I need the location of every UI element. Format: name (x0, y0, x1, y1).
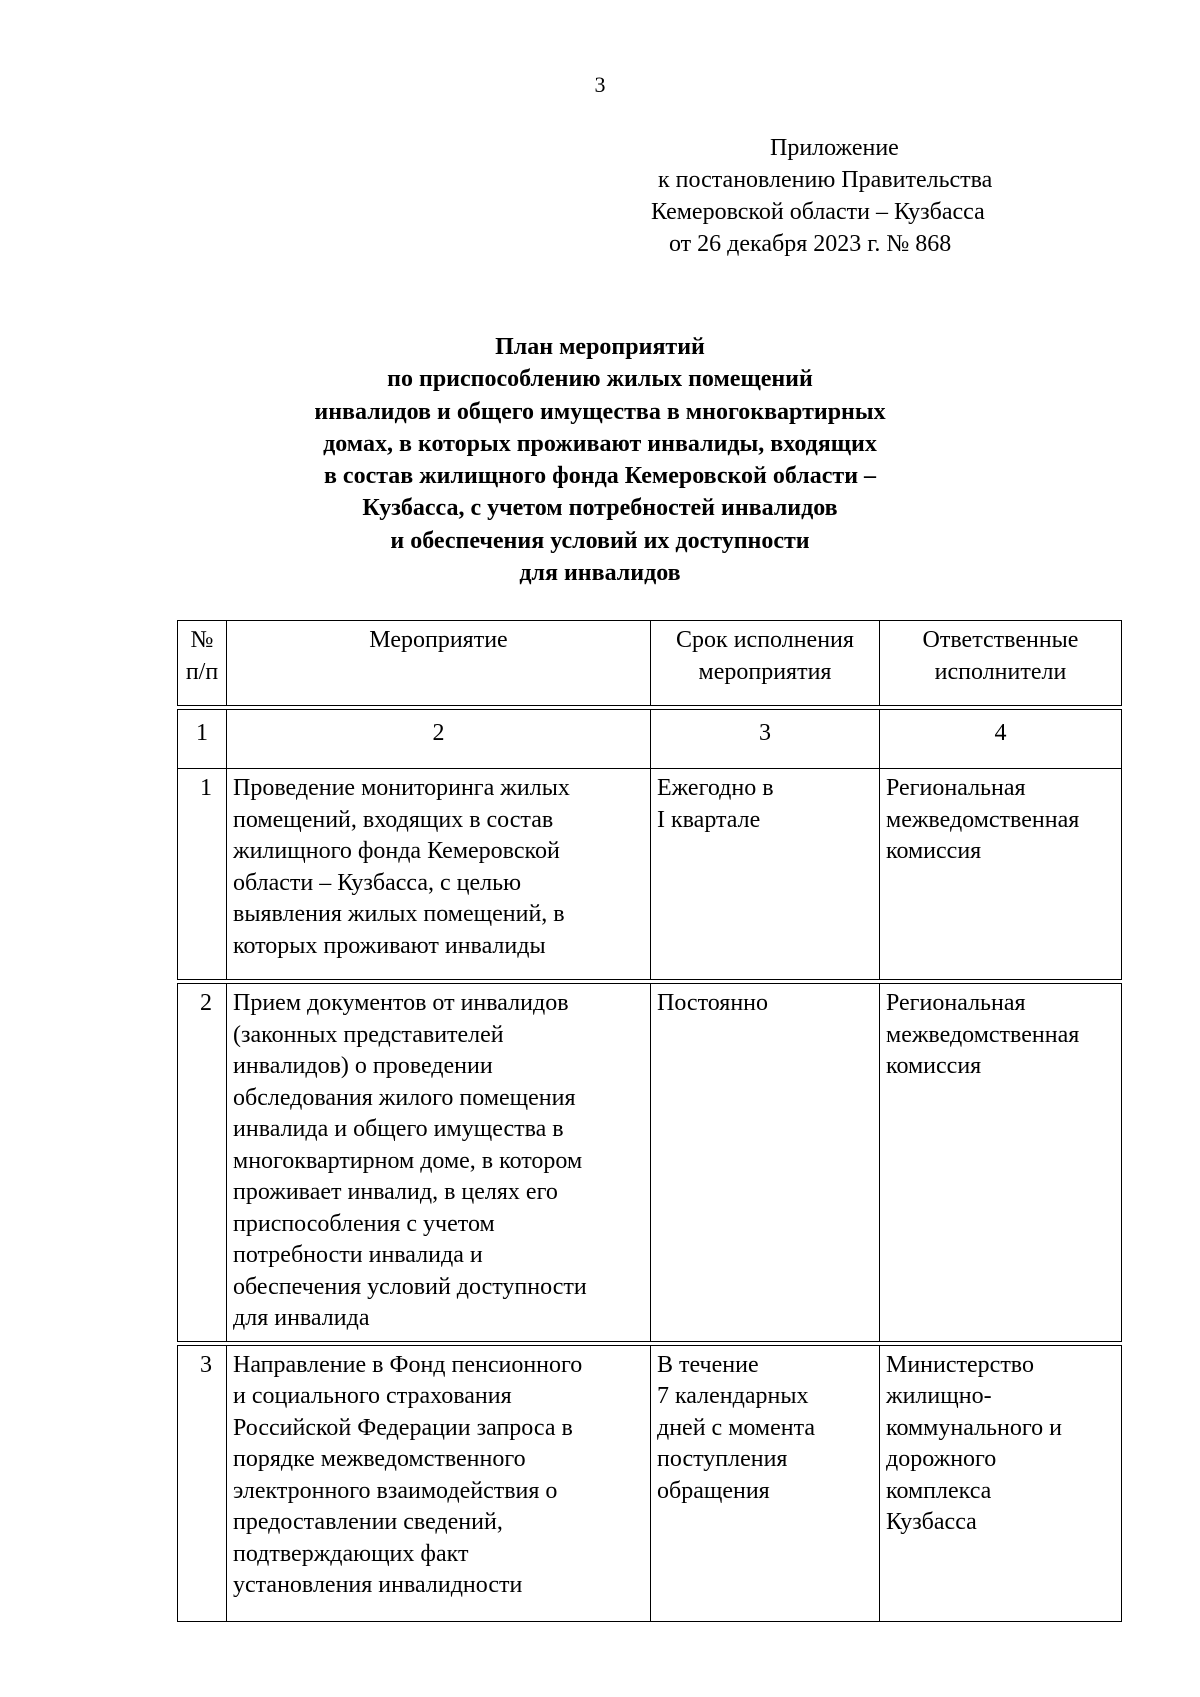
cell-line: дорожного (886, 1446, 997, 1472)
row-event (227, 1345, 651, 1621)
cell-line: электронного взаимодействия о (233, 1477, 558, 1504)
header-text: Ответственные (922, 627, 1079, 653)
cell-line: I квартале (657, 806, 761, 833)
cell-line: Направление в Фонд пенсионного (233, 1351, 583, 1378)
header-text: № (190, 627, 214, 653)
column-number: 4 (880, 710, 1122, 769)
title-line: Кузбасса, с учетом потребностей инвалидов (362, 495, 838, 522)
column-number: 1 (178, 710, 227, 769)
cell-line: выявления жилых помещений, в (233, 901, 565, 927)
cell-line: и социального страхования (233, 1383, 512, 1409)
cell-line: области – Кузбасса, с целью (233, 869, 522, 896)
header-text: Мероприятие (369, 627, 508, 653)
row-number: 2 (178, 984, 227, 1342)
title-line: для инвалидов (519, 560, 681, 587)
cell-line: жилищно- (886, 1383, 992, 1409)
cell-line: инвалида и общего имущества в (233, 1116, 564, 1142)
events-table (177, 620, 1122, 1622)
cell-line: комплекса (886, 1477, 992, 1504)
cell-line: Постоянно (657, 990, 769, 1016)
row-term (651, 769, 880, 980)
row-term (651, 984, 880, 1342)
cell-line: межведомственная (886, 1021, 1080, 1048)
appendix-line: Кемеровской области – Кузбасса (651, 199, 985, 225)
title-line: и обеспечения условий их доступности (390, 527, 810, 554)
page-number: 3 (594, 72, 606, 97)
row-event (227, 984, 651, 1342)
header-responsible (880, 621, 1122, 706)
title-line: по приспособлению жилых помещений (387, 366, 813, 393)
cell-line: многоквартирном доме, в котором (233, 1147, 583, 1174)
appendix-line: Приложение (770, 135, 899, 161)
header-event (227, 621, 651, 706)
column-number: 3 (651, 710, 880, 769)
row-responsible (880, 1345, 1122, 1621)
row-term (651, 1345, 880, 1621)
cell-line: Прием документов от инвалидов (233, 990, 569, 1016)
cell-line: приспособления с учетом (233, 1210, 495, 1237)
table-row (178, 984, 1122, 1342)
row-responsible (880, 984, 1122, 1342)
cell-line: предоставлении сведений, (233, 1509, 503, 1535)
cell-line: комиссия (886, 1053, 982, 1079)
header-text: мероприятия (698, 658, 832, 685)
cell-line: Региональная (886, 775, 1026, 801)
cell-line: (законных представителей (233, 1021, 504, 1048)
header-text: Срок исполнения (676, 627, 854, 653)
cell-line: коммунального и (886, 1414, 1062, 1441)
appendix-line: к постановлению Правительства (658, 167, 993, 193)
document-title (150, 331, 1050, 589)
cell-line: подтверждающих факт (233, 1540, 469, 1567)
cell-line: помещений, входящих в состав (233, 806, 554, 833)
title-line: План мероприятий (495, 334, 705, 360)
cell-line: которых проживают инвалиды (233, 932, 546, 959)
cell-line: обеспечения условий доступности (233, 1273, 587, 1300)
appendix-line: от 26 декабря 2023 г. № 868 (669, 231, 952, 257)
column-number: 2 (227, 710, 651, 769)
header-num (178, 621, 227, 706)
cell-line: Российской Федерации запроса в (233, 1414, 573, 1441)
cell-line: обращения (657, 1477, 770, 1504)
row-number: 1 (178, 769, 227, 980)
cell-line: дней с момента (657, 1414, 816, 1441)
cell-line: обследования жилого помещения (233, 1084, 576, 1111)
cell-line: поступления (657, 1446, 788, 1472)
header-term (651, 621, 880, 706)
cell-line: Региональная (886, 990, 1026, 1016)
title-line: инвалидов и общего имущества в многоквартирных (314, 398, 886, 425)
cell-line: комиссия (886, 838, 982, 864)
cell-line: В течение (657, 1351, 759, 1378)
column-numbers-row (178, 710, 1122, 769)
cell-line: жилищного фонда Кемеровской (233, 838, 560, 864)
cell-line: 7 календарных (657, 1383, 809, 1409)
cell-line: потребности инвалида и (233, 1242, 483, 1268)
table-row (178, 1345, 1122, 1621)
row-responsible (880, 769, 1122, 980)
cell-line: Кузбасса (886, 1509, 977, 1535)
cell-line: Проведение мониторинга жилых (233, 775, 570, 801)
title-line: в состав жилищного фонда Кемеровской области – (323, 463, 877, 490)
appendix-header (640, 132, 1100, 260)
cell-line: для инвалида (233, 1305, 370, 1331)
cell-line: межведомственная (886, 806, 1080, 833)
header-text: п/п (185, 658, 219, 685)
header-text: исполнители (934, 658, 1067, 685)
cell-line: инвалидов) о проведении (233, 1053, 493, 1079)
row-event (227, 769, 651, 980)
cell-line: Ежегодно в (657, 775, 774, 801)
cell-line: установления инвалидности (233, 1572, 523, 1598)
cell-line: Министерство (886, 1351, 1034, 1378)
cell-line: проживает инвалид, в целях его (233, 1179, 558, 1205)
table-row (178, 769, 1122, 980)
row-number: 3 (178, 1345, 227, 1621)
table-header-row (178, 621, 1122, 706)
title-line: домах, в которых проживают инвалиды, входящих (323, 430, 877, 457)
cell-line: порядке межведомственного (233, 1446, 526, 1472)
